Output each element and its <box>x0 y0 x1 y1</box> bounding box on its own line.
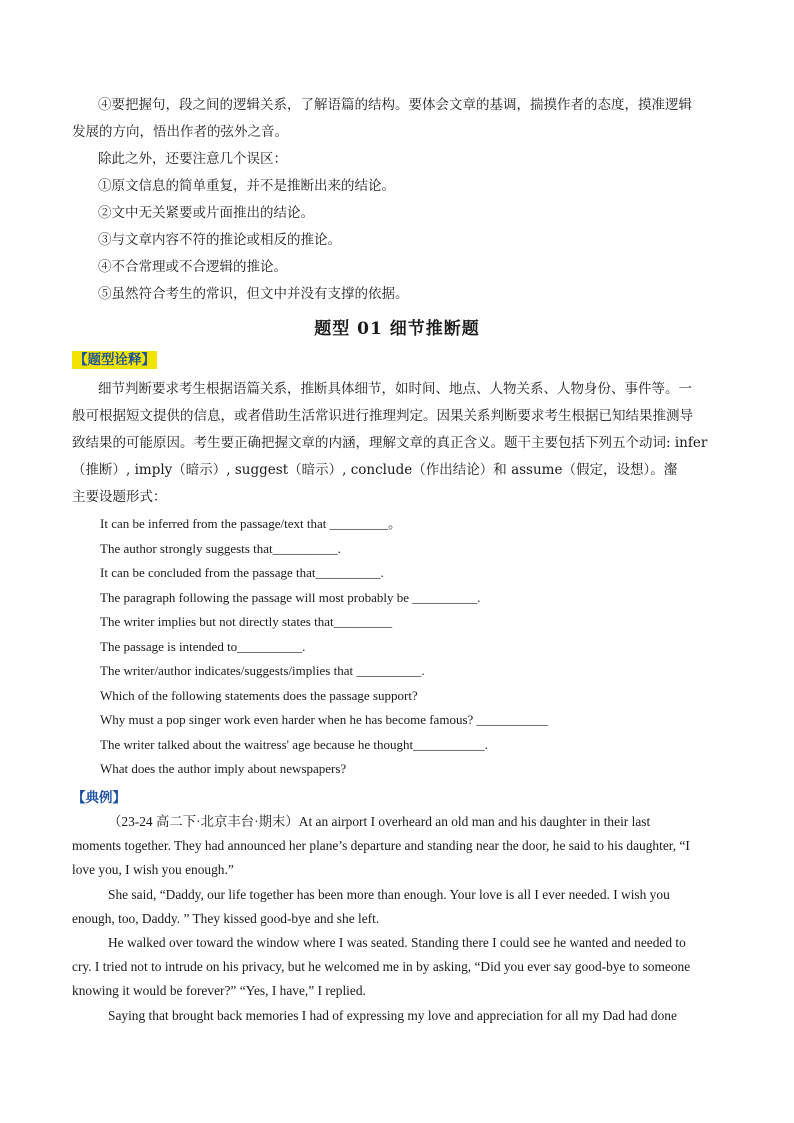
intro-section <box>72 92 722 308</box>
explain-line: 般可根据短文提供的信息，或者借助生活常识进行推理判定。因果关系判断要求考生根据已知结果推测导 <box>72 408 693 424</box>
explain-line: （推断）, imply（暗示）, suggest（暗示）, conclude（作出结论）和 assume（假定，设想）。瀣 <box>72 462 678 478</box>
passage-line: He walked over toward the window where I was seated. Standing there I could see he wanted and needed to <box>108 935 686 951</box>
passage-line: cry. I tried not to intrude on his privacy, but he welcomed me in by asking, “Did you ever say good-bye to someone <box>72 959 691 975</box>
question-form-item: The writer/author indicates/suggests/implies that __________. <box>100 663 425 678</box>
explain-tag: 【题型诠释】 <box>74 352 155 368</box>
question-form-item: The paragraph following the passage will most probably be __________. <box>100 589 481 605</box>
pitfall-item: ③与文章内容不符的推论或相反的推论。 <box>98 232 341 248</box>
question-form-item: It can be inferred from the passage/text that _________。 <box>100 516 402 531</box>
pitfall-item: ②文中无关紧要或片面推出的结论。 <box>98 205 314 221</box>
passage-line: love you, I wish you enough.” <box>72 862 234 878</box>
example-tag: 【典例】 <box>72 790 126 806</box>
explain-tag-row <box>72 349 722 369</box>
question-form-item: The writer implies but not directly states that_________ <box>100 614 393 629</box>
pitfall-item: ⑤虽然符合考生的常识，但文中并没有支撑的依据。 <box>98 286 409 302</box>
passage-line: （23-24 高二下·北京丰台·期末）At an airport I overheard an old man and his daughter in their last <box>108 814 651 829</box>
explain-line: 细节判断要求考生根据语篇关系，推断具体细节，如时间、地点、人物关系、人物身份、事件等。一 <box>98 381 692 397</box>
passage-line: knowing it would be forever?” “Yes, I have,” I replied. <box>72 983 366 999</box>
question-form-item: The author strongly suggests that__________. <box>100 540 341 556</box>
passage-line: She said, “Daddy, our life together has been more than enough. Your love is all I ever needed. I wish you <box>108 886 670 902</box>
question-form-item: The passage is intended to__________. <box>100 638 306 654</box>
pitfall-item: ①原文信息的简单重复，并不是推断出来的结论。 <box>98 178 395 194</box>
question-form-item: What does the author imply about newspapers? <box>100 761 347 776</box>
passage-line: enough, too, Daddy. ” They kissed good-bye and she left. <box>72 910 380 926</box>
question-form-item: The writer talked about the waitress' age because he thought___________. <box>100 736 488 752</box>
question-form-item: It can be concluded from the passage that__________. <box>100 565 384 580</box>
explain-paragraph <box>72 376 724 511</box>
intro-p4-line1: ④要把握句，段之间的逻辑关系，了解语篇的结构。要体会文章的基调，揣摸作者的态度，摸准逻辑 <box>98 97 692 113</box>
question-form-item: Why must a pop singer work even harder when he has become famous? ___________ <box>100 712 549 727</box>
pitfall-item: ④不合常理或不合逻辑的推论。 <box>98 259 287 275</box>
section-title: 题型 01 细节推断题 <box>314 319 480 339</box>
question-forms-list <box>100 512 700 782</box>
passage-line: Saying that brought back memories I had of expressing my love and appreciation for all my Dad had done <box>108 1007 677 1023</box>
question-form-item: Which of the following statements does the passage support? <box>100 687 418 703</box>
forms-label: 主要设题形式： <box>72 489 167 505</box>
explain-line: 致结果的可能原因。考生要正确把握文章的内涵，理解文章的真正含义。题干主要包括下列五个动词: infer <box>72 435 708 451</box>
reading-passage <box>72 810 724 1028</box>
example-tag-row <box>72 786 722 806</box>
intro-p4-line2: 发展的方向，悟出作者的弦外之音。 <box>72 124 288 140</box>
passage-line: moments together. They had announced her plane’s departure and standing near the door, he said to his daughter, “I <box>72 838 690 854</box>
intro-besides: 除此之外，还要注意几个误区： <box>98 151 287 167</box>
